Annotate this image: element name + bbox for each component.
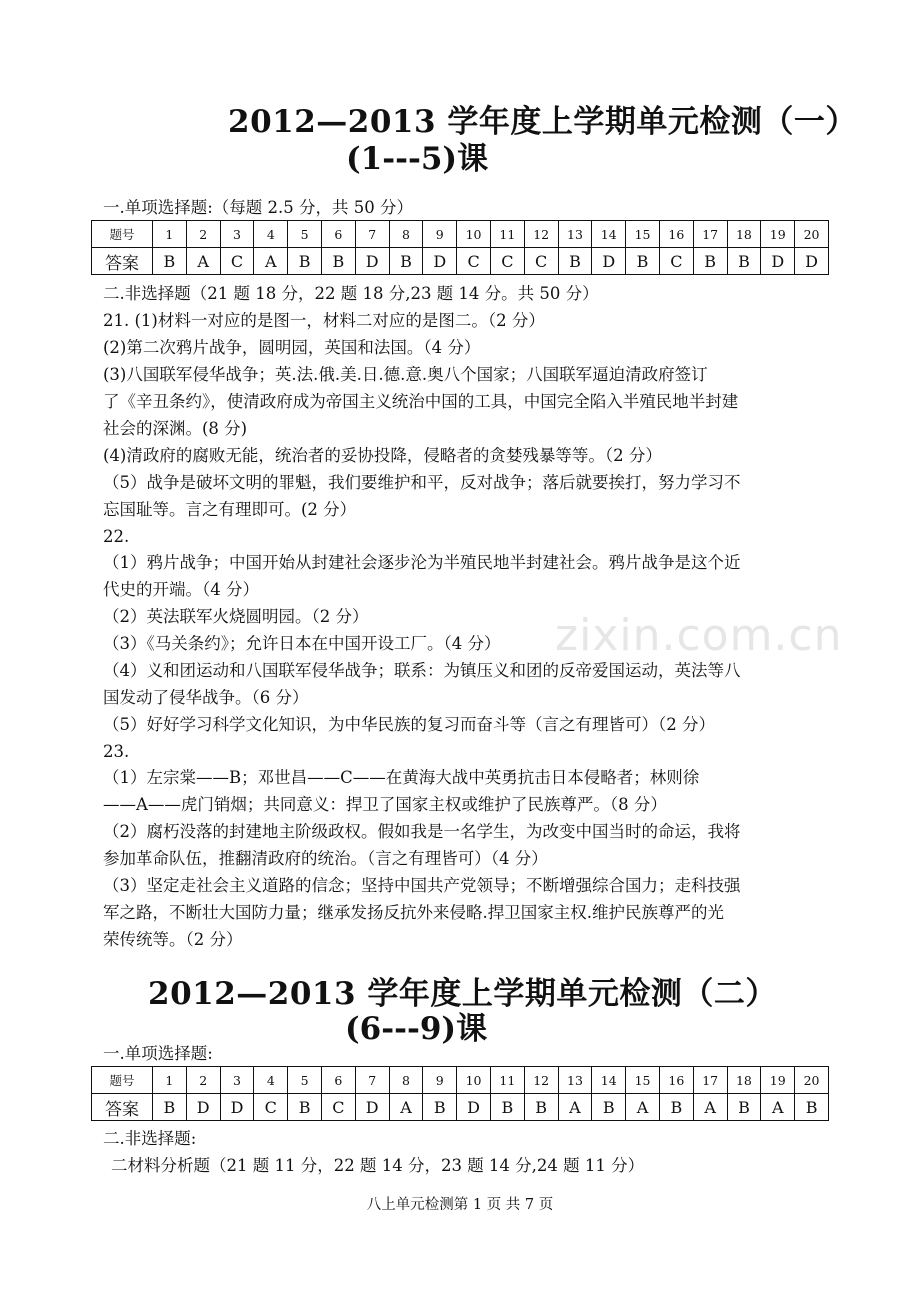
body-line: (3)八国联军侵华战争；英.法.俄.美.日.德.意.奥八个国家；八国联军逼迫清政府签订 [103,365,708,384]
answer-cell: C [659,248,693,275]
answer-cell: D [186,1094,220,1121]
question-number: 12 [524,221,558,248]
answer-cell: B [389,248,423,275]
answer-cell: D [355,248,389,275]
answer-cell: B [153,248,187,275]
answer-cell: A [186,248,220,275]
question-number: 17 [693,221,727,248]
question-number: 3 [220,1067,254,1094]
question-number: 5 [288,221,322,248]
answer-cell: B [727,248,761,275]
answer-cell: B [490,1094,524,1121]
question-number: 18 [727,221,761,248]
answer-cell: B [524,1094,558,1121]
question-number: 14 [592,1067,626,1094]
answer-cell: C [321,1094,355,1121]
body-line: （3）《马关条约》；允许日本在中国开设工厂。（4 分） [103,634,501,653]
question-number: 19 [761,221,795,248]
body-line: 了《辛丑条约》，使清政府成为帝国主义统治中国的工具，中国完全陷入半殖民地半封建 [103,392,739,411]
page-footer: 八上单元检测第 1 页 共 7 页 [366,1197,554,1213]
answer-cell: B [321,248,355,275]
question-number: 2 [186,221,220,248]
question-number: 10 [457,221,491,248]
question-number: 18 [727,1067,761,1094]
question-number: 20 [795,1067,829,1094]
answer-cell: B [153,1094,187,1121]
question-number: 5 [288,1067,322,1094]
body-line: （4）义和团运动和八国联军侵华战争；联系：为镇压义和团的反帝爱国运动，英法等八 [103,661,741,680]
question-number: 2 [186,1067,220,1094]
answer-cell: B [795,1094,829,1121]
body-line: 23. [103,742,130,761]
answer-cell: B [423,1094,457,1121]
section1-subtitle: (1---5)课 [346,141,489,177]
section2-part1-heading: 一.单项选择题: [103,1044,213,1063]
watermark: zixin.com.cn [555,610,843,661]
section2-answer-table [91,1066,829,1121]
body-line: (4)清政府的腐败无能，统治者的妥协投降，侵略者的贪婪残暴等等。（2 分） [103,446,662,465]
answer-cell: A [693,1094,727,1121]
body-line: ——A——虎门销烟；共同意义：捍卫了国家主权或维护了民族尊严。（8 分） [103,795,667,814]
question-number: 20 [795,221,829,248]
body-line: 21. (1)材料一对应的是图一，材料二对应的是图二。（2 分） [103,311,545,330]
question-number: 4 [254,1067,288,1094]
question-number: 13 [558,1067,592,1094]
answer-cell: B [592,1094,626,1121]
answer-cell: A [558,1094,592,1121]
answer-cell: A [389,1094,423,1121]
answer-cell: B [693,248,727,275]
body-line: 国发动了侵华战争。（6 分） [103,688,309,707]
question-number: 8 [389,1067,423,1094]
body-line: （1）左宗棠——B；邓世昌——C——在黄海大战中英勇抗击日本侵略者；林则徐 [103,768,700,787]
body-line: 22. [103,527,130,546]
body-line: 军之路，不断壮大国防力量；继承发扬反抗外来侵略.捍卫国家主权.维护民族尊严的光 [103,903,724,922]
body-line: （5）战争是破坏文明的罪魁，我们要维护和平，反对战争；落后就要挨打，努力学习不 [103,473,741,492]
question-number: 3 [220,221,254,248]
body-line: 忘国耻等。言之有理即可。(2 分） [103,500,357,519]
answer-cell: C [220,248,254,275]
answer-cell: D [355,1094,389,1121]
answer-cell: D [457,1094,491,1121]
question-number: 13 [558,221,592,248]
answer-cell: C [490,248,524,275]
body-line: 参加革命队伍，推翻清政府的统治。（言之有理皆可）（4 分） [103,849,548,868]
body-line: (2)第二次鸦片战争，圆明园，英国和法国。（4 分） [103,338,481,357]
body-line: （2）英法联军火烧圆明园。（2 分） [103,607,369,626]
header-label: 题号 [92,221,153,248]
body-line: （5）好好学习科学文化知识，为中华民族的复习而奋斗等（言之有理皆可）（2 分） [103,715,715,734]
answer-row [92,248,829,275]
body-line: 二.非选择题（21 题 18 分，22 题 18 分,23 题 14 分。共 50 分） [103,284,599,303]
question-number: 16 [659,1067,693,1094]
question-number: 10 [457,1067,491,1094]
answer-cell: B [288,1094,322,1121]
answer-cell: B [727,1094,761,1121]
answer-cell: B [659,1094,693,1121]
body-line: 社会的深渊。(8 分) [103,419,248,438]
section1-title: 2012—2013 学年度上学期单元检测（一） [228,104,857,140]
question-number: 7 [355,221,389,248]
body-line: （2）腐朽没落的封建地主阶级政权。假如我是一名学生，为改变中国当时的命运，我将 [103,822,741,841]
question-number: 4 [254,221,288,248]
question-number-row [92,221,829,248]
question-number: 6 [321,1067,355,1094]
section2-part2-heading: 二.非选择题: [103,1129,197,1148]
answer-cell: B [626,248,660,275]
answer-cell: D [795,248,829,275]
question-number: 8 [389,221,423,248]
question-number: 6 [321,221,355,248]
answer-cell: D [220,1094,254,1121]
section2-subtitle: (6---9)课 [345,1011,488,1047]
answer-cell: C [457,248,491,275]
question-number: 9 [423,1067,457,1094]
question-number: 11 [490,221,524,248]
question-number: 9 [423,221,457,248]
question-number: 14 [592,221,626,248]
body-line: 代史的开端。（4 分） [103,580,259,599]
question-number: 15 [626,221,660,248]
section2-part2-subheading: 二材料分析题（21 题 11 分，22 题 14 分，23 题 14 分,24 题 11 分） [111,1156,645,1175]
header-label: 题号 [92,1067,153,1094]
question-number: 15 [626,1067,660,1094]
answer-cell: C [524,248,558,275]
question-number: 7 [355,1067,389,1094]
question-number: 1 [153,221,187,248]
question-number: 12 [524,1067,558,1094]
answer-cell: D [423,248,457,275]
question-number: 17 [693,1067,727,1094]
question-number: 1 [153,1067,187,1094]
body-line: （3）坚定走社会主义道路的信念；坚持中国共产党领导；不断增强综合国力；走科技强 [103,876,741,895]
section2-title: 2012—2013 学年度上学期单元检测（二） [148,976,777,1012]
answer-cell: B [558,248,592,275]
question-number-row [92,1067,829,1094]
answer-cell: C [254,1094,288,1121]
section1-part1-heading: 一.单项选择题:（每题 2.5 分，共 50 分） [103,198,414,217]
answer-cell: A [254,248,288,275]
question-number: 11 [490,1067,524,1094]
body-line: 荣传统等。（2 分） [103,930,243,949]
answer-cell: D [761,248,795,275]
body-line: （1）鸦片战争；中国开始从封建社会逐步沦为半殖民地半封建社会。鸦片战争是这个近 [103,553,741,572]
answer-cell: A [761,1094,795,1121]
section1-answer-table [91,220,829,275]
answer-cell: B [288,248,322,275]
answer-label: 答案 [92,248,153,275]
question-number: 16 [659,221,693,248]
answer-row [92,1094,829,1121]
answer-cell: A [626,1094,660,1121]
answer-cell: D [592,248,626,275]
answer-label: 答案 [92,1094,153,1121]
question-number: 19 [761,1067,795,1094]
